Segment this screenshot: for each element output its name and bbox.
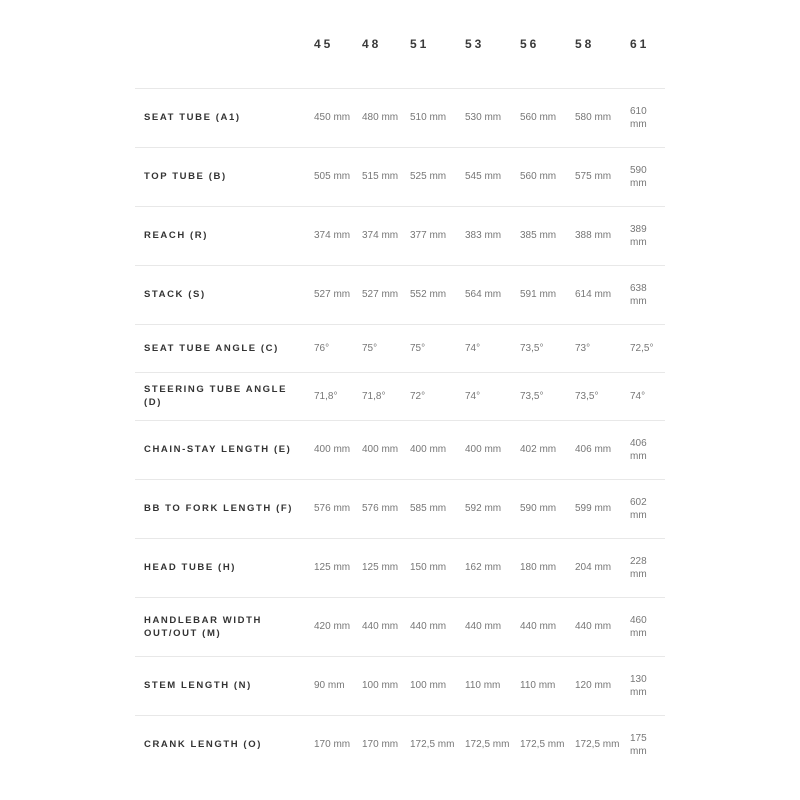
value-cell: 385 mm bbox=[520, 230, 557, 241]
value-cell: 110 mm bbox=[520, 680, 556, 691]
value-cell: 125 mm bbox=[314, 562, 351, 573]
value-cell: 71,8° bbox=[314, 390, 338, 402]
value-cell: 610 mm bbox=[630, 105, 647, 130]
value-cell: 599 mm bbox=[575, 503, 612, 514]
value-cell: 552 mm bbox=[410, 289, 447, 300]
value-cell: 73° bbox=[575, 342, 591, 354]
value-cell: 110 mm bbox=[465, 680, 501, 691]
row-label: CRANK LENGTH (O) bbox=[144, 739, 262, 751]
value-cell: 638 mm bbox=[630, 282, 647, 307]
value-cell: 175 mm bbox=[630, 732, 647, 757]
value-cell: 564 mm bbox=[465, 289, 502, 300]
row-crank-length bbox=[135, 715, 665, 774]
row-label: STACK (S) bbox=[144, 289, 206, 300]
row-label: STEERING TUBE ANGLE (D) bbox=[144, 384, 287, 408]
value-cell: 204 mm bbox=[575, 562, 612, 573]
value-cell: 590 mm bbox=[520, 503, 557, 514]
value-cell: 72° bbox=[410, 390, 426, 402]
value-cell: 130 mm bbox=[630, 673, 647, 698]
row-steering-tube-angle bbox=[135, 372, 665, 420]
value-cell: 172,5 mm bbox=[575, 739, 620, 751]
value-cell: 440 mm bbox=[520, 621, 557, 632]
value-cell: 580 mm bbox=[575, 112, 612, 123]
value-cell: 560 mm bbox=[520, 112, 557, 123]
value-cell: 170 mm bbox=[362, 739, 399, 751]
header-corner bbox=[135, 0, 305, 88]
value-cell: 510 mm bbox=[410, 112, 447, 123]
row-stack bbox=[135, 265, 665, 324]
value-cell: 505 mm bbox=[314, 171, 351, 182]
value-cell: 75° bbox=[362, 342, 378, 354]
size-header-row bbox=[135, 0, 665, 88]
row-chain-stay-length bbox=[135, 420, 665, 479]
value-cell: 530 mm bbox=[465, 112, 502, 123]
value-cell: 575 mm bbox=[575, 171, 612, 182]
value-cell: 614 mm bbox=[575, 289, 612, 300]
value-cell: 388 mm bbox=[575, 230, 612, 241]
value-cell: 72,5° bbox=[630, 342, 654, 354]
value-cell: 576 mm bbox=[314, 503, 351, 514]
value-cell: 515 mm bbox=[362, 171, 399, 182]
value-cell: 591 mm bbox=[520, 289, 557, 300]
value-cell: 73,5° bbox=[575, 390, 599, 402]
row-handlebar-width bbox=[135, 597, 665, 656]
value-cell: 100 mm bbox=[362, 680, 399, 691]
size-header-48: 48 bbox=[362, 36, 382, 51]
value-cell: 560 mm bbox=[520, 171, 557, 182]
value-cell: 590 mm bbox=[630, 164, 647, 189]
value-cell: 377 mm bbox=[410, 230, 447, 241]
row-reach bbox=[135, 206, 665, 265]
value-cell: 74° bbox=[630, 390, 646, 402]
value-cell: 527 mm bbox=[314, 289, 351, 300]
value-cell: 602 mm bbox=[630, 496, 647, 521]
value-cell: 172,5 mm bbox=[410, 739, 455, 751]
value-cell: 75° bbox=[410, 342, 426, 354]
value-cell: 400 mm bbox=[314, 444, 351, 455]
row-seat-tube bbox=[135, 88, 665, 147]
value-cell: 450 mm bbox=[314, 112, 351, 123]
row-bb-to-fork-length bbox=[135, 479, 665, 538]
value-cell: 228 mm bbox=[630, 555, 647, 580]
value-cell: 73,5° bbox=[520, 390, 544, 402]
value-cell: 120 mm bbox=[575, 680, 612, 691]
value-cell: 525 mm bbox=[410, 171, 447, 182]
value-cell: 406 mm bbox=[575, 444, 612, 455]
value-cell: 440 mm bbox=[362, 621, 399, 632]
value-cell: 76° bbox=[314, 342, 330, 354]
value-cell: 90 mm bbox=[314, 680, 345, 691]
value-cell: 74° bbox=[465, 342, 481, 354]
size-header-58: 58 bbox=[575, 36, 595, 51]
row-label: STEM LENGTH (N) bbox=[144, 680, 252, 691]
value-cell: 162 mm bbox=[465, 562, 502, 573]
value-cell: 383 mm bbox=[465, 230, 502, 241]
value-cell: 400 mm bbox=[410, 444, 447, 455]
value-cell: 74° bbox=[465, 390, 481, 402]
row-label: CHAIN-STAY LENGTH (E) bbox=[144, 444, 292, 455]
size-header-61: 61 bbox=[630, 36, 650, 51]
row-label: HEAD TUBE (H) bbox=[144, 562, 237, 573]
value-cell: 374 mm bbox=[362, 230, 399, 241]
value-cell: 180 mm bbox=[520, 562, 557, 573]
value-cell: 172,5 mm bbox=[465, 739, 510, 751]
value-cell: 389 mm bbox=[630, 223, 647, 248]
value-cell: 100 mm bbox=[410, 680, 447, 691]
row-top-tube bbox=[135, 147, 665, 206]
row-label: SEAT TUBE (A1) bbox=[144, 112, 241, 123]
geometry-table bbox=[135, 0, 665, 774]
value-cell: 71,8° bbox=[362, 390, 386, 402]
value-cell: 545 mm bbox=[465, 171, 502, 182]
value-cell: 576 mm bbox=[362, 503, 399, 514]
value-cell: 527 mm bbox=[362, 289, 399, 300]
value-cell: 406 mm bbox=[630, 437, 647, 462]
value-cell: 460 mm bbox=[630, 614, 647, 639]
value-cell: 420 mm bbox=[314, 621, 351, 632]
row-label: REACH (R) bbox=[144, 230, 209, 241]
row-label: TOP TUBE (B) bbox=[144, 171, 227, 182]
row-stem-length bbox=[135, 656, 665, 715]
value-cell: 125 mm bbox=[362, 562, 399, 573]
value-cell: 400 mm bbox=[362, 444, 399, 455]
value-cell: 480 mm bbox=[362, 112, 399, 123]
value-cell: 73,5° bbox=[520, 342, 544, 354]
value-cell: 172,5 mm bbox=[520, 739, 565, 751]
size-header-53: 53 bbox=[465, 36, 485, 51]
value-cell: 585 mm bbox=[410, 503, 447, 514]
size-header-45: 45 bbox=[314, 36, 334, 51]
size-header-56: 56 bbox=[520, 36, 540, 51]
value-cell: 592 mm bbox=[465, 503, 502, 514]
value-cell: 150 mm bbox=[410, 562, 447, 573]
row-label: BB TO FORK LENGTH (F) bbox=[144, 503, 293, 514]
value-cell: 440 mm bbox=[575, 621, 612, 632]
value-cell: 440 mm bbox=[465, 621, 502, 632]
size-header-51: 51 bbox=[410, 36, 430, 51]
value-cell: 374 mm bbox=[314, 230, 351, 241]
value-cell: 440 mm bbox=[410, 621, 447, 632]
value-cell: 170 mm bbox=[314, 739, 351, 751]
row-head-tube bbox=[135, 538, 665, 597]
value-cell: 400 mm bbox=[465, 444, 502, 455]
row-seat-tube-angle bbox=[135, 324, 665, 372]
row-label: SEAT TUBE ANGLE (C) bbox=[144, 342, 279, 354]
value-cell: 402 mm bbox=[520, 444, 557, 455]
row-label: HANDLEBAR WIDTH OUT/OUT (M) bbox=[144, 614, 262, 639]
